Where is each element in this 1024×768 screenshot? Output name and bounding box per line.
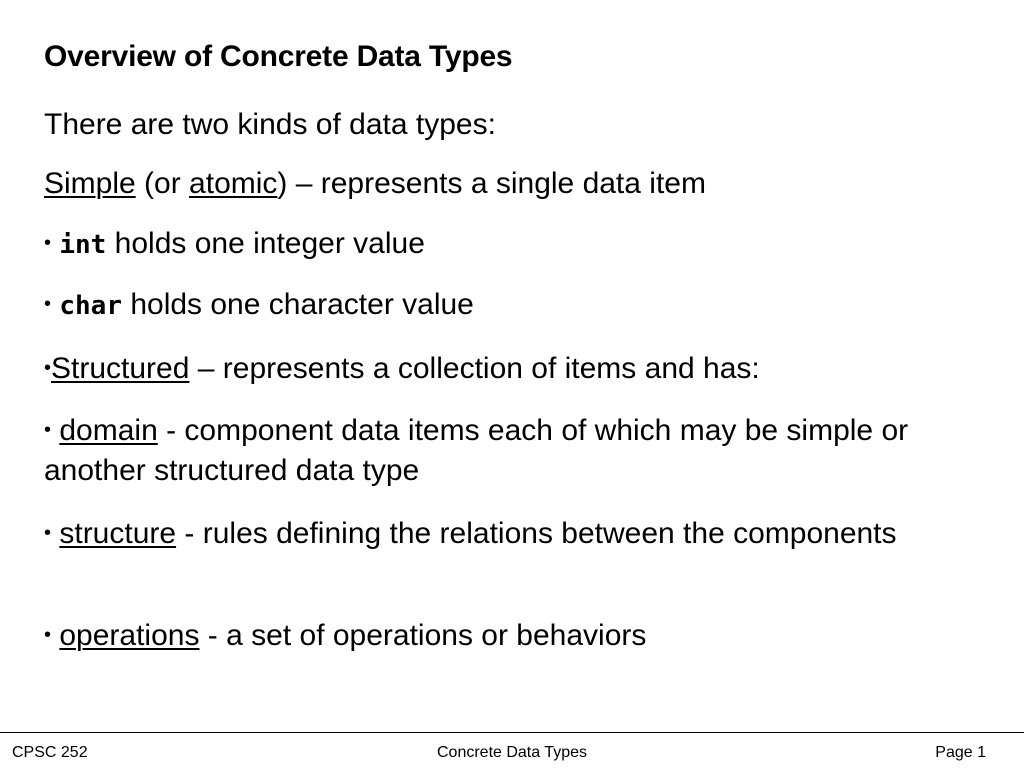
term-simple: Simple	[44, 167, 136, 200]
bullet-int-text: holds one integer value	[106, 227, 425, 260]
bullet-icon: •	[44, 522, 52, 544]
bullet-icon: •	[44, 624, 52, 646]
term-atomic: atomic	[189, 167, 278, 200]
structured-definition	[44, 348, 760, 389]
footer-course: CPSC 252	[12, 744, 88, 761]
slide-title: Overview of Concrete Data Types	[44, 40, 513, 73]
bullet-domain-text: - component data items each of which may be simple or another structured data type	[44, 414, 909, 487]
bullet-icon: •	[44, 293, 52, 315]
term-structured: Structured	[51, 352, 190, 385]
term-domain: domain	[59, 414, 158, 447]
bullet-operations	[44, 615, 646, 656]
footer-title: Concrete Data Types	[436, 744, 587, 761]
code-char: char	[59, 291, 122, 321]
bullet-icon: •	[44, 419, 52, 441]
bullet-operations-text: - a set of operations or behaviors	[199, 619, 647, 652]
bullet-domain	[44, 410, 944, 491]
term-operations: operations	[59, 619, 200, 652]
term-structure: structure	[59, 517, 177, 550]
footer-page-number: Page 1	[935, 744, 986, 761]
bullet-char-text: holds one character value	[121, 288, 474, 321]
bullet-structure	[44, 513, 944, 554]
bullet-char	[44, 284, 474, 326]
bullet-icon: •	[44, 357, 52, 379]
simple-description: ) – represents a single data item	[277, 167, 706, 200]
text-or: (or	[135, 167, 190, 200]
simple-definition	[44, 164, 706, 204]
code-int: int	[59, 230, 107, 260]
structured-description: – represents a collection of items and has:	[189, 352, 760, 385]
bullet-icon: •	[44, 232, 52, 254]
intro-text: There are two kinds of data types:	[44, 108, 496, 141]
footer-divider	[0, 732, 1024, 733]
bullet-int	[44, 223, 425, 265]
bullet-structure-text: - rules defining the relations between the components	[176, 517, 897, 550]
